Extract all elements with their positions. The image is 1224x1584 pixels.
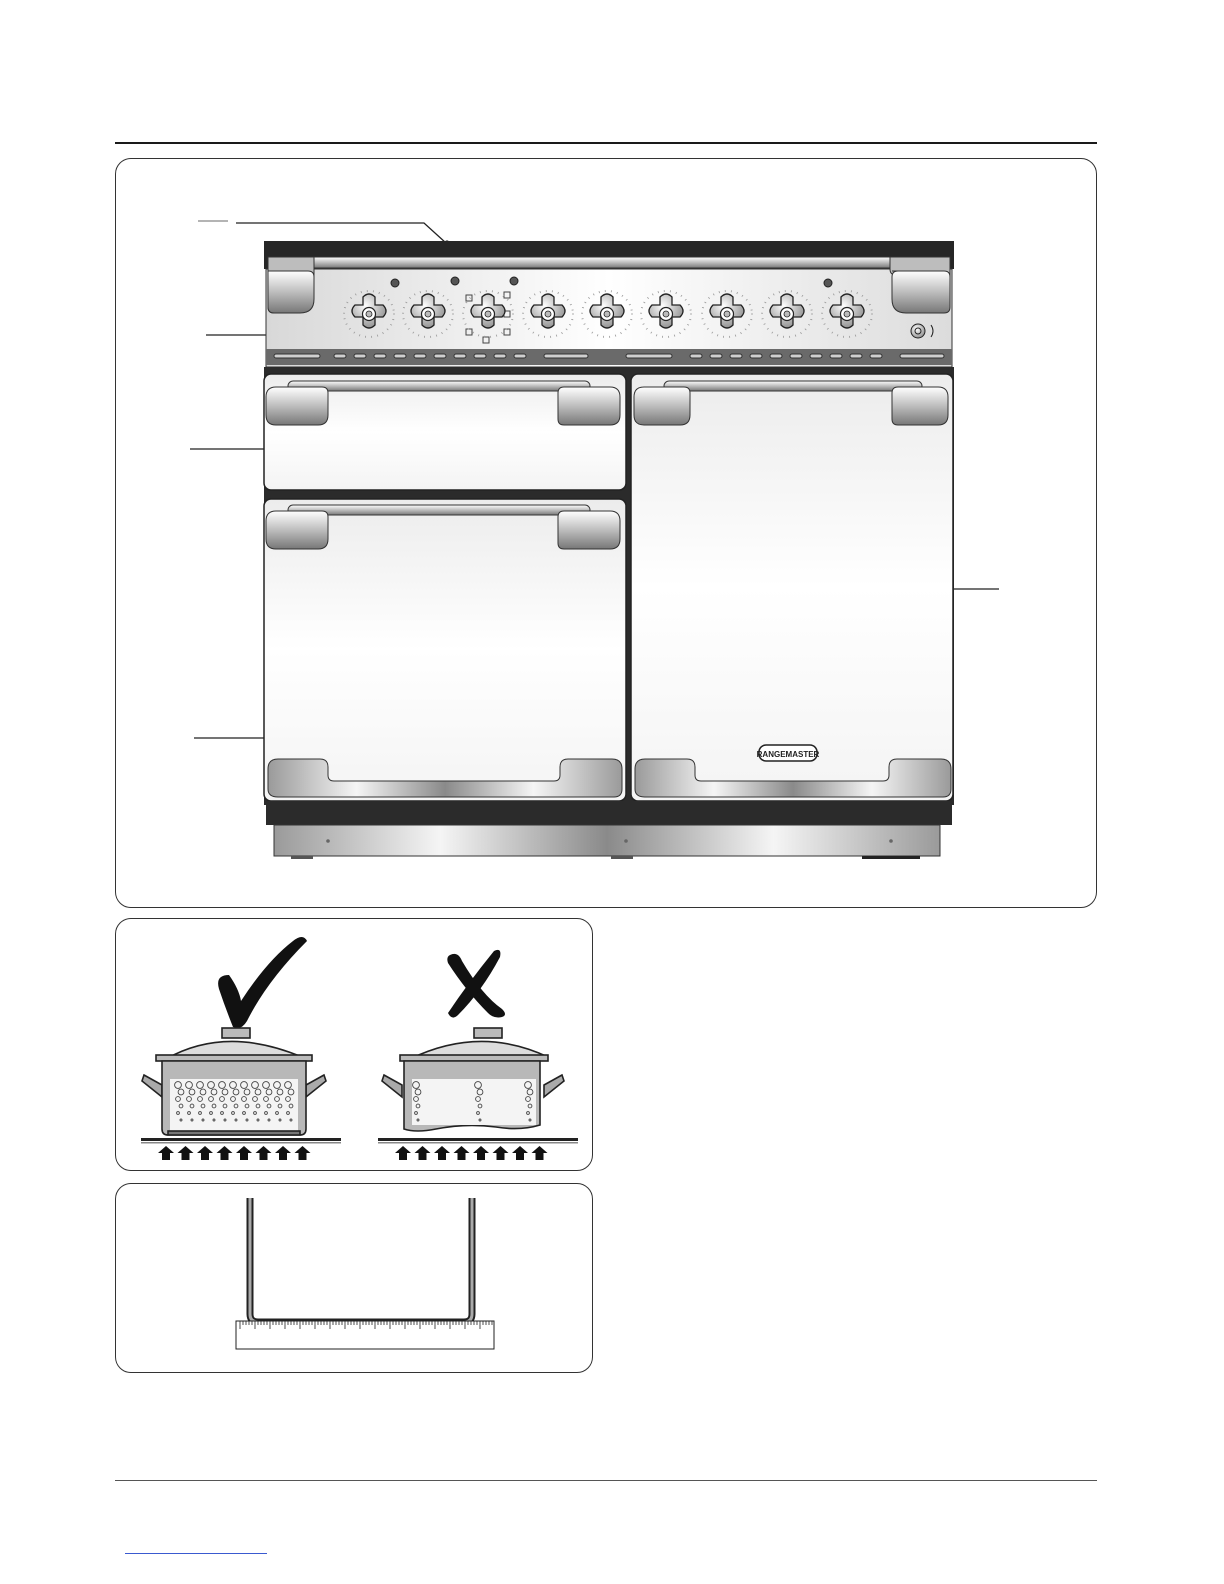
footer-rule bbox=[115, 1480, 1097, 1481]
checkmark-icon bbox=[218, 937, 307, 1028]
heat-arrow-icon bbox=[395, 1146, 548, 1160]
right-oven-door bbox=[631, 374, 953, 801]
brand-badge-text: RANGEMASTER bbox=[756, 750, 820, 759]
footer-link-underline bbox=[125, 1553, 267, 1554]
flat-base-panel bbox=[115, 1183, 593, 1373]
heat-arrow-icon bbox=[158, 1146, 311, 1160]
header-rule bbox=[115, 142, 1097, 144]
pan-comparison-panel bbox=[115, 918, 593, 1171]
flat-base-illustration bbox=[116, 1184, 594, 1374]
bad-pan-icon bbox=[382, 1028, 564, 1131]
rail-bracket-left bbox=[268, 257, 314, 313]
range-cooker-figure-panel bbox=[115, 158, 1097, 908]
pan-comparison-illustration bbox=[116, 919, 594, 1172]
range-cooker-illustration bbox=[116, 159, 1098, 909]
good-pan-icon bbox=[142, 1028, 326, 1135]
top-left-oven-door bbox=[264, 374, 626, 490]
rail-bracket-right bbox=[890, 257, 950, 313]
brand-badge bbox=[757, 745, 820, 761]
ruler-icon bbox=[236, 1321, 494, 1349]
pan-icon bbox=[250, 1198, 472, 1322]
bottom-left-oven-door bbox=[264, 499, 626, 801]
cross-icon bbox=[447, 950, 505, 1018]
